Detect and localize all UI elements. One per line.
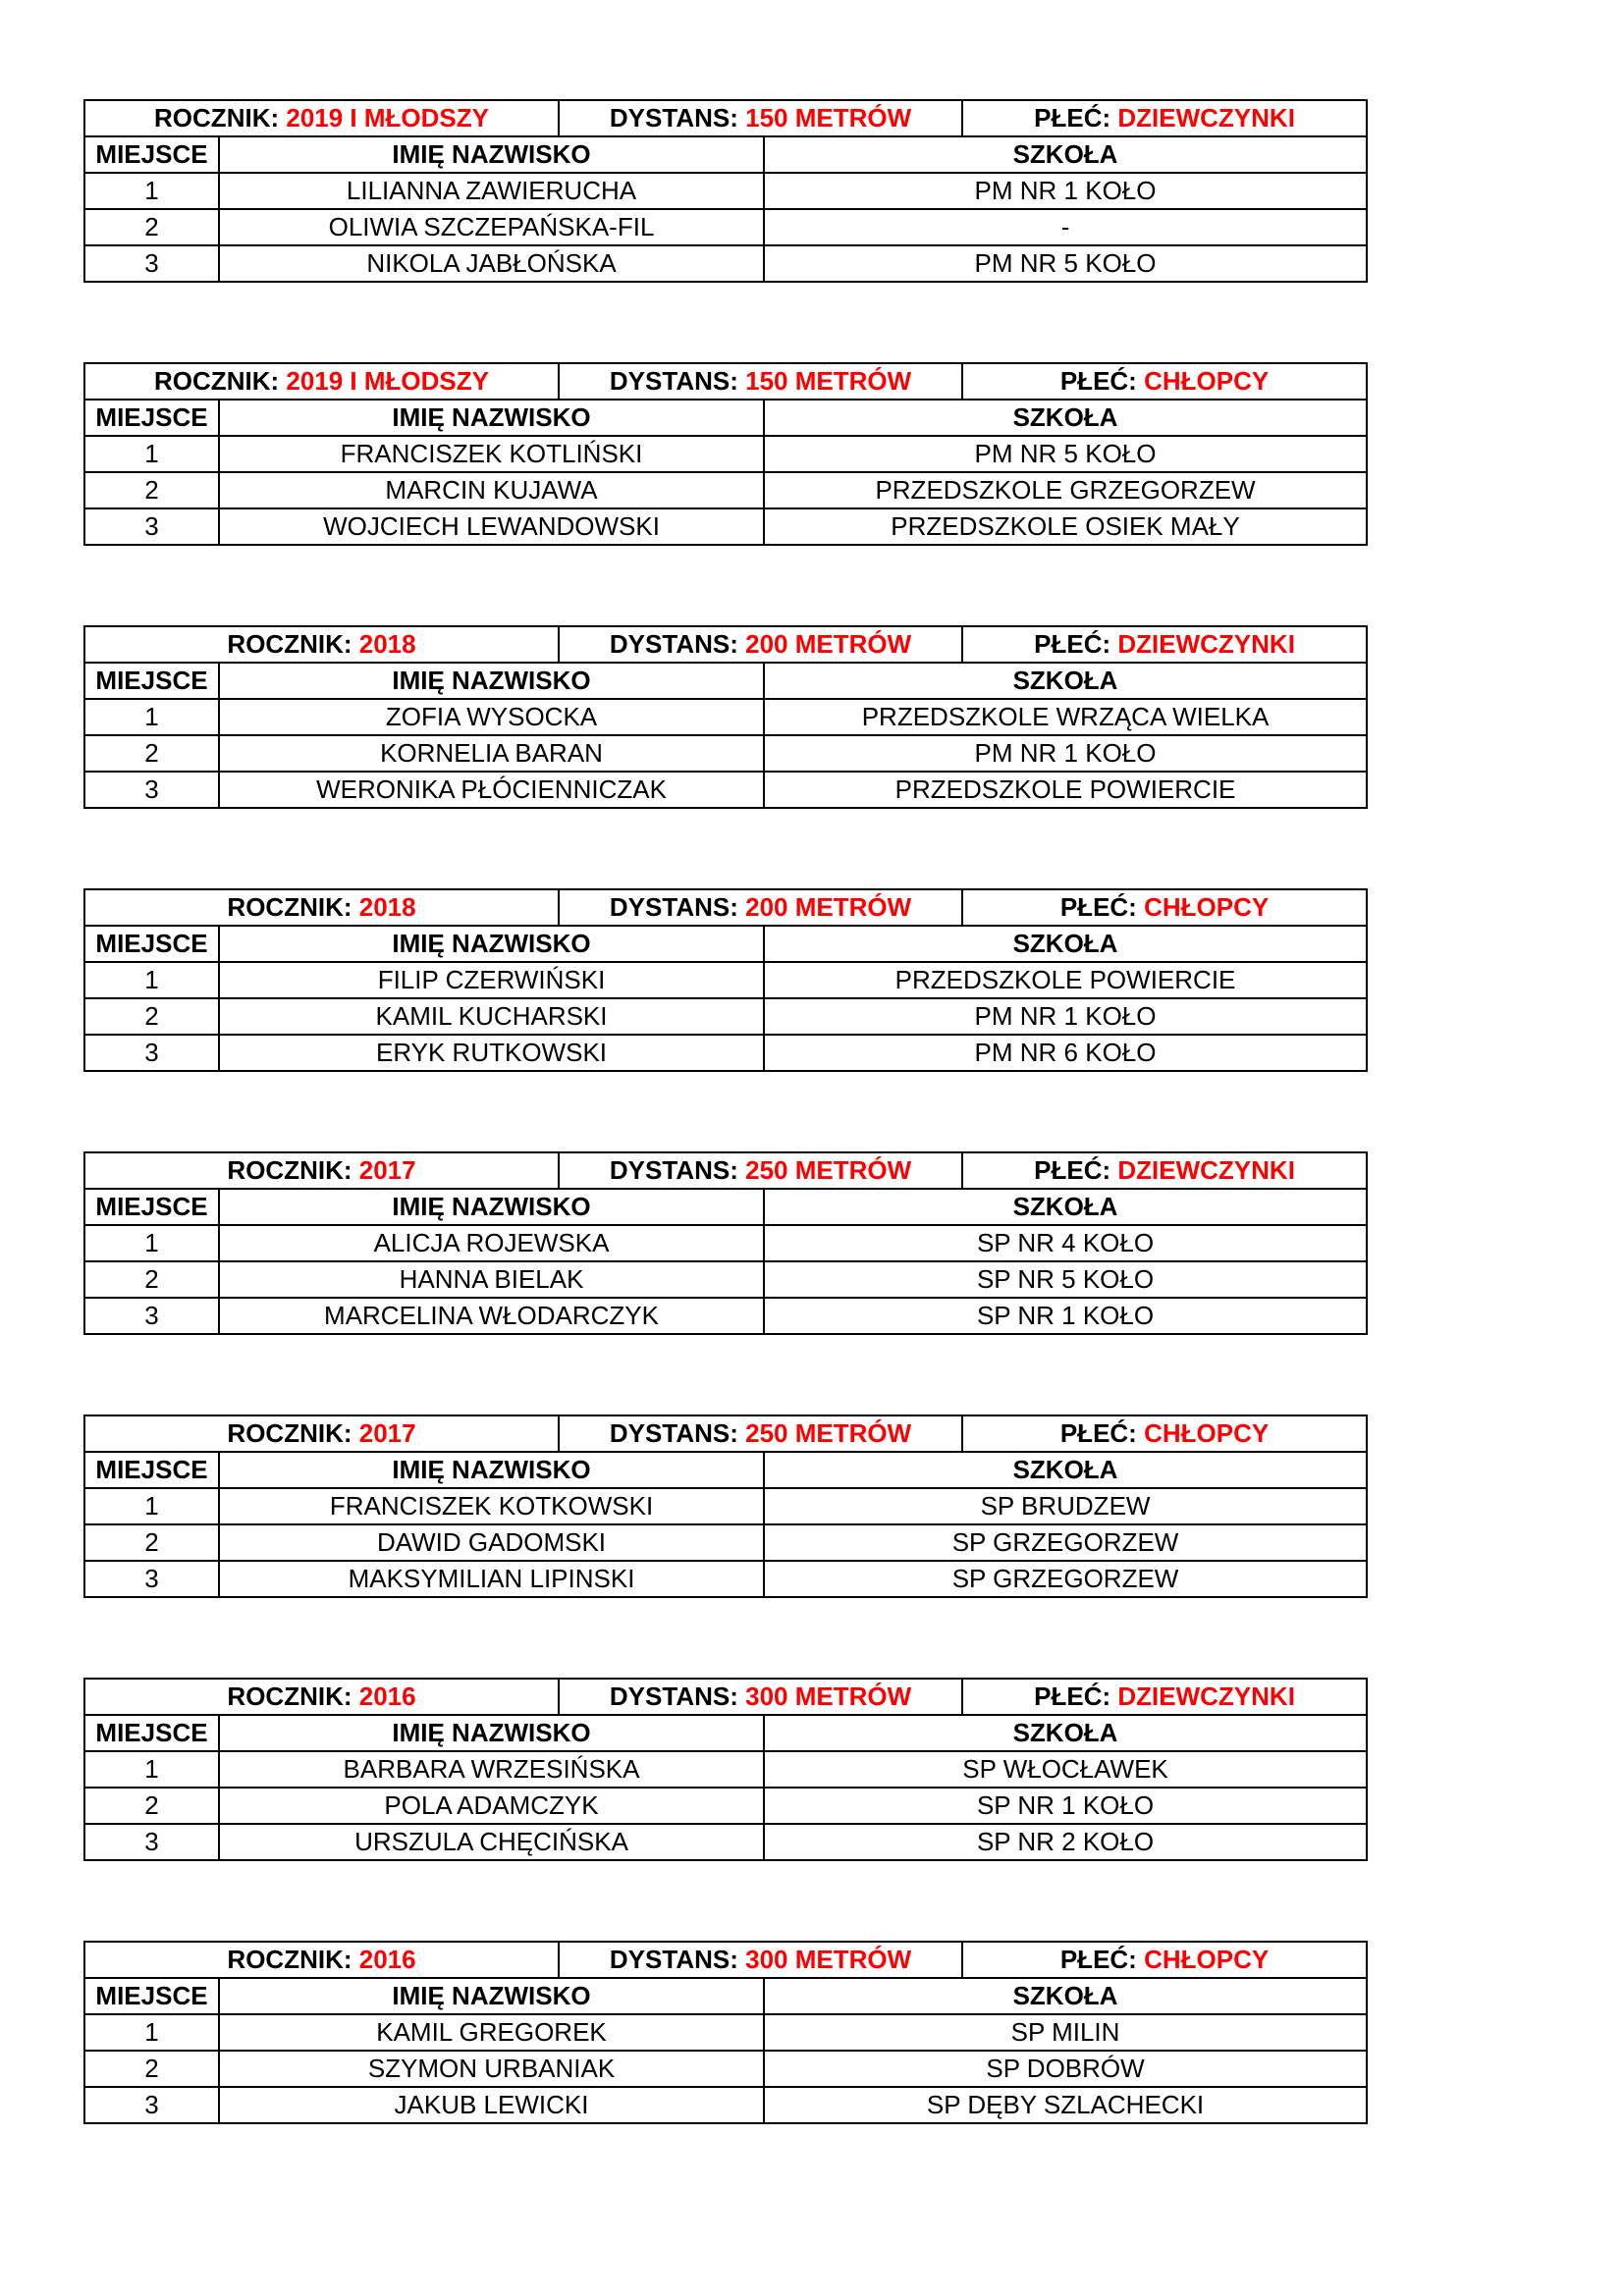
imie-nazwisko-header: IMIĘ NAZWISKO: [219, 926, 764, 962]
plec-cell: [962, 100, 1367, 136]
school-cell: SP DĘBY SZLACHECKI: [764, 2087, 1367, 2123]
rocznik-value: 2019 I MŁODSZY: [286, 366, 489, 396]
name-cell: FRANCISZEK KOTKOWSKI: [219, 1488, 764, 1524]
school-cell: PM NR 1 KOŁO: [764, 998, 1367, 1035]
plec-value: DZIEWCZYNKI: [1117, 1682, 1295, 1711]
school-cell: PM NR 5 KOŁO: [764, 245, 1367, 282]
rocznik-label: ROCZNIK:: [227, 629, 352, 659]
name-cell: LILIANNA ZAWIERUCHA: [219, 173, 764, 209]
table-row: [84, 699, 1367, 735]
name-cell: ALICJA ROJEWSKA: [219, 1225, 764, 1261]
table-row: [84, 962, 1367, 998]
place-cell: 1: [84, 2014, 219, 2051]
school-cell: SP GRZEGORZEW: [764, 1561, 1367, 1597]
results-table: [83, 888, 1368, 1072]
table-row: [84, 436, 1367, 472]
name-cell: KAMIL KUCHARSKI: [219, 998, 764, 1035]
plec-cell: [962, 1415, 1367, 1452]
results-table: [83, 362, 1368, 546]
dystans-label: DYSTANS:: [609, 366, 738, 396]
school-cell: PRZEDSZKOLE POWIERCIE: [764, 962, 1367, 998]
school-cell: PRZEDSZKOLE WRZĄCA WIELKA: [764, 699, 1367, 735]
table-row: [84, 1298, 1367, 1334]
place-cell: 3: [84, 1561, 219, 1597]
dystans-value: 250 METRÓW: [745, 1155, 912, 1185]
name-cell: POLA ADAMCZYK: [219, 1788, 764, 1824]
plec-cell: [962, 363, 1367, 400]
plec-label: PŁEĆ:: [1059, 366, 1137, 396]
rocznik-cell: [84, 1152, 559, 1189]
name-cell: WERONIKA PŁÓCIENNICZAK: [219, 772, 764, 808]
plec-cell: [962, 889, 1367, 926]
table-row: [84, 173, 1367, 209]
szkola-header: SZKOŁA: [764, 400, 1367, 436]
place-cell: 1: [84, 1225, 219, 1261]
dystans-cell: [559, 363, 962, 400]
table-row: [84, 1225, 1367, 1261]
plec-label: PŁEĆ:: [1059, 892, 1137, 922]
place-cell: 3: [84, 1824, 219, 1860]
name-cell: BARBARA WRZESIŃSKA: [219, 1751, 764, 1788]
name-cell: DAWID GADOMSKI: [219, 1524, 764, 1561]
school-cell: SP NR 4 KOŁO: [764, 1225, 1367, 1261]
name-cell: MAKSYMILIAN LIPINSKI: [219, 1561, 764, 1597]
dystans-value: 200 METRÓW: [745, 629, 912, 659]
dystans-cell: [559, 100, 962, 136]
name-cell: URSZULA CHĘCIŃSKA: [219, 1824, 764, 1860]
table-row: [84, 472, 1367, 508]
imie-nazwisko-header: IMIĘ NAZWISKO: [219, 136, 764, 173]
miejsce-header: MIEJSCE: [84, 1978, 219, 2014]
miejsce-header: MIEJSCE: [84, 136, 219, 173]
dystans-cell: [559, 1152, 962, 1189]
results-table: [83, 1678, 1368, 1861]
name-cell: SZYMON URBANIAK: [219, 2051, 764, 2087]
school-cell: SP NR 2 KOŁO: [764, 1824, 1367, 1860]
place-cell: 3: [84, 772, 219, 808]
name-cell: ZOFIA WYSOCKA: [219, 699, 764, 735]
rocznik-cell: [84, 1679, 559, 1715]
table-row: [84, 1751, 1367, 1788]
place-cell: 2: [84, 735, 219, 772]
name-cell: JAKUB LEWICKI: [219, 2087, 764, 2123]
imie-nazwisko-header: IMIĘ NAZWISKO: [219, 400, 764, 436]
column-header-row: [84, 1978, 1367, 2014]
rocznik-value: 2017: [358, 1155, 416, 1185]
imie-nazwisko-header: IMIĘ NAZWISKO: [219, 1715, 764, 1751]
szkola-header: SZKOŁA: [764, 136, 1367, 173]
place-cell: 2: [84, 1261, 219, 1298]
school-cell: PM NR 6 KOŁO: [764, 1035, 1367, 1071]
school-cell: -: [764, 209, 1367, 245]
plec-value: CHŁOPCY: [1144, 1418, 1270, 1448]
rocznik-cell: [84, 889, 559, 926]
imie-nazwisko-header: IMIĘ NAZWISKO: [219, 1978, 764, 2014]
szkola-header: SZKOŁA: [764, 926, 1367, 962]
dystans-value: 300 METRÓW: [745, 1945, 912, 1974]
imie-nazwisko-header: IMIĘ NAZWISKO: [219, 1452, 764, 1488]
results-table: [83, 625, 1368, 809]
name-cell: OLIWIA SZCZEPAŃSKA-FIL: [219, 209, 764, 245]
school-cell: PRZEDSZKOLE POWIERCIE: [764, 772, 1367, 808]
rocznik-label: ROCZNIK:: [154, 366, 280, 396]
plec-value: DZIEWCZYNKI: [1117, 1155, 1295, 1185]
table-row: [84, 998, 1367, 1035]
school-cell: PM NR 1 KOŁO: [764, 735, 1367, 772]
dystans-cell: [559, 889, 962, 926]
dystans-value: 200 METRÓW: [745, 892, 912, 922]
dystans-value: 250 METRÓW: [745, 1418, 912, 1448]
name-cell: FILIP CZERWIŃSKI: [219, 962, 764, 998]
table-row: [84, 1035, 1367, 1071]
place-cell: 2: [84, 1524, 219, 1561]
category-header-row: [84, 1942, 1367, 1978]
rocznik-label: ROCZNIK:: [227, 1418, 352, 1448]
place-cell: 3: [84, 1298, 219, 1334]
plec-cell: [962, 626, 1367, 663]
plec-value: DZIEWCZYNKI: [1117, 103, 1295, 133]
table-row: [84, 1261, 1367, 1298]
rocznik-cell: [84, 626, 559, 663]
name-cell: NIKOLA JABŁOŃSKA: [219, 245, 764, 282]
category-header-row: [84, 363, 1367, 400]
name-cell: FRANCISZEK KOTLIŃSKI: [219, 436, 764, 472]
place-cell: 1: [84, 699, 219, 735]
place-cell: 3: [84, 1035, 219, 1071]
school-cell: SP MILIN: [764, 2014, 1367, 2051]
name-cell: WOJCIECH LEWANDOWSKI: [219, 508, 764, 545]
column-header-row: [84, 400, 1367, 436]
dystans-cell: [559, 626, 962, 663]
results-table: [83, 99, 1368, 283]
plec-label: PŁEĆ:: [1059, 1418, 1137, 1448]
school-cell: SP NR 1 KOŁO: [764, 1788, 1367, 1824]
place-cell: 1: [84, 962, 219, 998]
dystans-label: DYSTANS:: [609, 629, 738, 659]
table-row: [84, 1561, 1367, 1597]
plec-value: DZIEWCZYNKI: [1117, 629, 1295, 659]
category-header-row: [84, 1415, 1367, 1452]
dystans-cell: [559, 1415, 962, 1452]
column-header-row: [84, 926, 1367, 962]
place-cell: 2: [84, 2051, 219, 2087]
szkola-header: SZKOŁA: [764, 1189, 1367, 1225]
rocznik-label: ROCZNIK:: [227, 892, 352, 922]
rocznik-value: 2016: [358, 1945, 416, 1974]
plec-cell: [962, 1942, 1367, 1978]
column-header-row: [84, 1452, 1367, 1488]
table-row: [84, 2014, 1367, 2051]
table-row: [84, 2087, 1367, 2123]
plec-value: CHŁOPCY: [1144, 366, 1270, 396]
rocznik-label: ROCZNIK:: [154, 103, 280, 133]
school-cell: SP WŁOCŁAWEK: [764, 1751, 1367, 1788]
dystans-cell: [559, 1679, 962, 1715]
dystans-value: 150 METRÓW: [745, 103, 912, 133]
school-cell: PRZEDSZKOLE GRZEGORZEW: [764, 472, 1367, 508]
rocznik-cell: [84, 1415, 559, 1452]
plec-label: PŁEĆ:: [1034, 103, 1111, 133]
rocznik-cell: [84, 100, 559, 136]
place-cell: 1: [84, 173, 219, 209]
rocznik-label: ROCZNIK:: [227, 1682, 352, 1711]
dystans-label: DYSTANS:: [609, 1682, 738, 1711]
dystans-label: DYSTANS:: [609, 1945, 738, 1974]
table-row: [84, 1824, 1367, 1860]
results-table: [83, 1151, 1368, 1335]
school-cell: SP NR 5 KOŁO: [764, 1261, 1367, 1298]
category-header-row: [84, 626, 1367, 663]
miejsce-header: MIEJSCE: [84, 1452, 219, 1488]
imie-nazwisko-header: IMIĘ NAZWISKO: [219, 663, 764, 699]
dystans-label: DYSTANS:: [609, 1155, 738, 1185]
dystans-value: 300 METRÓW: [745, 1682, 912, 1711]
category-header-row: [84, 1679, 1367, 1715]
place-cell: 2: [84, 1788, 219, 1824]
place-cell: 3: [84, 245, 219, 282]
place-cell: 1: [84, 436, 219, 472]
name-cell: MARCELINA WŁODARCZYK: [219, 1298, 764, 1334]
column-header-row: [84, 136, 1367, 173]
name-cell: KORNELIA BARAN: [219, 735, 764, 772]
school-cell: SP BRUDZEW: [764, 1488, 1367, 1524]
plec-cell: [962, 1679, 1367, 1715]
name-cell: MARCIN KUJAWA: [219, 472, 764, 508]
place-cell: 2: [84, 998, 219, 1035]
table-row: [84, 1788, 1367, 1824]
table-row: [84, 735, 1367, 772]
dystans-cell: [559, 1942, 962, 1978]
plec-value: CHŁOPCY: [1144, 892, 1270, 922]
table-row: [84, 508, 1367, 545]
miejsce-header: MIEJSCE: [84, 663, 219, 699]
plec-value: CHŁOPCY: [1144, 1945, 1270, 1974]
place-cell: 2: [84, 209, 219, 245]
rocznik-label: ROCZNIK:: [227, 1945, 352, 1974]
place-cell: 3: [84, 2087, 219, 2123]
imie-nazwisko-header: IMIĘ NAZWISKO: [219, 1189, 764, 1225]
school-cell: PRZEDSZKOLE OSIEK MAŁY: [764, 508, 1367, 545]
dystans-label: DYSTANS:: [609, 1418, 738, 1448]
table-row: [84, 2051, 1367, 2087]
miejsce-header: MIEJSCE: [84, 926, 219, 962]
table-row: [84, 1488, 1367, 1524]
table-row: [84, 245, 1367, 282]
place-cell: 1: [84, 1488, 219, 1524]
name-cell: HANNA BIELAK: [219, 1261, 764, 1298]
results-table: [83, 1415, 1368, 1598]
category-header-row: [84, 889, 1367, 926]
plec-label: PŁEĆ:: [1034, 1155, 1111, 1185]
table-row: [84, 1524, 1367, 1561]
szkola-header: SZKOŁA: [764, 663, 1367, 699]
results-table: [83, 1941, 1368, 2124]
category-header-row: [84, 100, 1367, 136]
rocznik-cell: [84, 363, 559, 400]
rocznik-value: 2018: [358, 629, 416, 659]
place-cell: 1: [84, 1751, 219, 1788]
dystans-label: DYSTANS:: [609, 892, 738, 922]
column-header-row: [84, 663, 1367, 699]
name-cell: ERYK RUTKOWSKI: [219, 1035, 764, 1071]
column-header-row: [84, 1189, 1367, 1225]
rocznik-cell: [84, 1942, 559, 1978]
place-cell: 2: [84, 472, 219, 508]
szkola-header: SZKOŁA: [764, 1715, 1367, 1751]
plec-cell: [962, 1152, 1367, 1189]
szkola-header: SZKOŁA: [764, 1978, 1367, 2014]
plec-label: PŁEĆ:: [1059, 1945, 1137, 1974]
school-cell: SP GRZEGORZEW: [764, 1524, 1367, 1561]
name-cell: KAMIL GREGOREK: [219, 2014, 764, 2051]
rocznik-value: 2017: [358, 1418, 416, 1448]
place-cell: 3: [84, 508, 219, 545]
school-cell: PM NR 1 KOŁO: [764, 173, 1367, 209]
dystans-value: 150 METRÓW: [745, 366, 912, 396]
rocznik-value: 2019 I MŁODSZY: [286, 103, 489, 133]
category-header-row: [84, 1152, 1367, 1189]
dystans-label: DYSTANS:: [609, 103, 738, 133]
miejsce-header: MIEJSCE: [84, 1715, 219, 1751]
miejsce-header: MIEJSCE: [84, 400, 219, 436]
plec-label: PŁEĆ:: [1034, 629, 1111, 659]
miejsce-header: MIEJSCE: [84, 1189, 219, 1225]
table-row: [84, 209, 1367, 245]
column-header-row: [84, 1715, 1367, 1751]
school-cell: SP NR 1 KOŁO: [764, 1298, 1367, 1334]
rocznik-value: 2016: [358, 1682, 416, 1711]
school-cell: SP DOBRÓW: [764, 2051, 1367, 2087]
school-cell: PM NR 5 KOŁO: [764, 436, 1367, 472]
rocznik-label: ROCZNIK:: [227, 1155, 352, 1185]
table-row: [84, 772, 1367, 808]
szkola-header: SZKOŁA: [764, 1452, 1367, 1488]
rocznik-value: 2018: [358, 892, 416, 922]
plec-label: PŁEĆ:: [1034, 1682, 1111, 1711]
